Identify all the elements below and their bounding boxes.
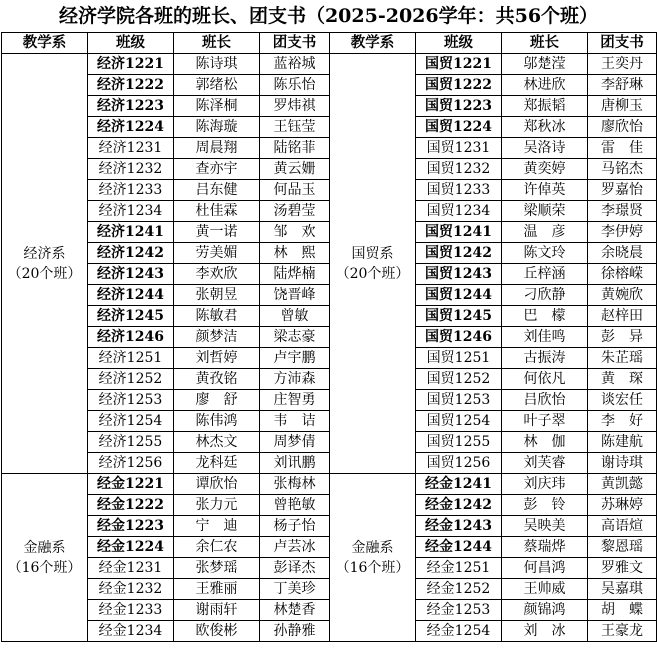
class-cell: 经济1245 — [88, 306, 174, 327]
class-cell: 国贸1256 — [416, 453, 502, 474]
class-cell: 经金1244 — [416, 537, 502, 558]
league-secretary-cell: 余晓晨 — [588, 243, 657, 264]
monitor-cell: 郑振韬 — [502, 96, 588, 117]
department-class-count: （16个班） — [335, 559, 410, 576]
league-secretary-cell: 廖欣怡 — [588, 117, 657, 138]
class-cell: 经金1233 — [88, 600, 174, 621]
league-secretary-cell: 韦 诘 — [260, 411, 330, 432]
league-secretary-cell: 胡 蝶 — [588, 600, 657, 621]
department-name: 经济系 — [23, 245, 66, 262]
monitor-cell: 宁 迪 — [174, 516, 260, 537]
class-cell: 经济1222 — [88, 75, 174, 96]
table-row — [2, 369, 657, 390]
monitor-cell: 温 彦 — [502, 222, 588, 243]
league-secretary-cell: 曾艳敏 — [260, 495, 330, 516]
col-header-class: 班级 — [88, 33, 174, 54]
table-row — [2, 306, 657, 327]
class-cell: 国贸1244 — [416, 285, 502, 306]
league-secretary-cell: 曾敏 — [260, 306, 330, 327]
table-row — [2, 159, 657, 180]
monitor-cell: 张朝昱 — [174, 285, 260, 306]
table-row — [2, 75, 657, 96]
league-secretary-cell: 林 熙 — [260, 243, 330, 264]
monitor-cell: 黄奕婷 — [502, 159, 588, 180]
league-secretary-cell: 方沛森 — [260, 369, 330, 390]
class-cell: 国贸1251 — [416, 348, 502, 369]
league-secretary-cell: 谢诗琪 — [588, 453, 657, 474]
col-header-class: 班级 — [416, 33, 502, 54]
roster-body — [2, 54, 657, 642]
table-row — [2, 243, 657, 264]
col-header-department: 教学系 — [330, 33, 416, 54]
league-secretary-cell: 王豪龙 — [588, 621, 657, 642]
league-secretary-cell: 庄智勇 — [260, 390, 330, 411]
class-cell: 经济1242 — [88, 243, 174, 264]
monitor-cell: 吴洛诗 — [502, 138, 588, 159]
monitor-cell: 刘庆玮 — [502, 474, 588, 495]
col-header-league-secretary: 团支书 — [260, 33, 330, 54]
monitor-cell: 刘 冰 — [502, 621, 588, 642]
league-secretary-cell: 梁志豪 — [260, 327, 330, 348]
league-secretary-cell: 张梅林 — [260, 474, 330, 495]
league-secretary-cell: 孙静雅 — [260, 621, 330, 642]
class-cell: 经济1224 — [88, 117, 174, 138]
league-secretary-cell: 朱芷瑶 — [588, 348, 657, 369]
league-secretary-cell: 黄婉欣 — [588, 285, 657, 306]
table-row — [2, 600, 657, 621]
department-cell — [2, 474, 88, 642]
class-cell: 经济1223 — [88, 96, 174, 117]
league-secretary-cell: 谈宏任 — [588, 390, 657, 411]
class-cell: 国贸1224 — [416, 117, 502, 138]
monitor-cell: 颜梦洁 — [174, 327, 260, 348]
league-secretary-cell: 卢芸冰 — [260, 537, 330, 558]
class-cell: 国贸1223 — [416, 96, 502, 117]
league-secretary-cell: 王奕丹 — [588, 54, 657, 75]
class-cell: 经金1242 — [416, 495, 502, 516]
league-secretary-cell: 饶晋峰 — [260, 285, 330, 306]
league-secretary-cell: 黄 琛 — [588, 369, 657, 390]
table-row — [2, 474, 657, 495]
monitor-cell: 李欢欣 — [174, 264, 260, 285]
class-cell: 经济1243 — [88, 264, 174, 285]
table-row — [2, 432, 657, 453]
league-secretary-cell: 赵梓田 — [588, 306, 657, 327]
league-secretary-cell: 卢宇鹏 — [260, 348, 330, 369]
monitor-cell: 何昌鸿 — [502, 558, 588, 579]
monitor-cell: 颜锦鸿 — [502, 600, 588, 621]
col-header-league-secretary: 团支书 — [588, 33, 657, 54]
class-cell: 经济1254 — [88, 411, 174, 432]
monitor-cell: 陈敏君 — [174, 306, 260, 327]
class-cell: 经济1231 — [88, 138, 174, 159]
monitor-cell: 杜佳霖 — [174, 201, 260, 222]
table-row — [2, 96, 657, 117]
league-secretary-cell: 汤碧莹 — [260, 201, 330, 222]
league-secretary-cell: 唐柳玉 — [588, 96, 657, 117]
monitor-cell: 张力元 — [174, 495, 260, 516]
league-secretary-cell: 李伊婷 — [588, 222, 657, 243]
class-cell: 经金1232 — [88, 579, 174, 600]
league-secretary-cell: 黎恩瑶 — [588, 537, 657, 558]
league-secretary-cell: 周梦倩 — [260, 432, 330, 453]
league-secretary-cell: 马铭杰 — [588, 159, 657, 180]
monitor-cell: 陈诗琪 — [174, 54, 260, 75]
monitor-cell: 查亦宇 — [174, 159, 260, 180]
department-cell — [330, 474, 416, 642]
department-cell — [2, 54, 88, 474]
league-secretary-cell: 林楚香 — [260, 600, 330, 621]
league-secretary-cell: 蓝裕城 — [260, 54, 330, 75]
class-cell: 经金1241 — [416, 474, 502, 495]
monitor-cell: 何依凡 — [502, 369, 588, 390]
league-secretary-cell: 王钰莹 — [260, 117, 330, 138]
league-secretary-cell: 丁美珍 — [260, 579, 330, 600]
class-cell: 国贸1253 — [416, 390, 502, 411]
table-row — [2, 180, 657, 201]
monitor-cell: 陈文玲 — [502, 243, 588, 264]
monitor-cell: 欧俊彬 — [174, 621, 260, 642]
department-class-count: （20个班） — [7, 265, 82, 282]
monitor-cell: 周晨翔 — [174, 138, 260, 159]
monitor-cell: 吕东健 — [174, 180, 260, 201]
monitor-cell: 丘梓涵 — [502, 264, 588, 285]
league-secretary-cell: 吴嘉琪 — [588, 579, 657, 600]
class-cell: 经济1234 — [88, 201, 174, 222]
league-secretary-cell: 罗炜祺 — [260, 96, 330, 117]
class-cell: 经济1244 — [88, 285, 174, 306]
monitor-cell: 林进欣 — [502, 75, 588, 96]
table-row — [2, 579, 657, 600]
table-row — [2, 117, 657, 138]
class-roster-table — [1, 32, 657, 642]
table-row — [2, 516, 657, 537]
table-row — [2, 411, 657, 432]
league-secretary-cell: 何品玉 — [260, 180, 330, 201]
monitor-cell: 陈伟鸿 — [174, 411, 260, 432]
table-row — [2, 390, 657, 411]
class-cell: 经金1251 — [416, 558, 502, 579]
class-cell: 国贸1222 — [416, 75, 502, 96]
league-secretary-cell: 高语煊 — [588, 516, 657, 537]
monitor-cell: 古振涛 — [502, 348, 588, 369]
class-cell: 经济1252 — [88, 369, 174, 390]
department-class-count: （16个班） — [7, 559, 82, 576]
league-secretary-cell: 陈建航 — [588, 432, 657, 453]
table-row — [2, 537, 657, 558]
league-secretary-cell: 李舒琳 — [588, 75, 657, 96]
table-row — [2, 138, 657, 159]
monitor-cell: 王雅丽 — [174, 579, 260, 600]
class-cell: 国贸1233 — [416, 180, 502, 201]
class-cell: 经金1222 — [88, 495, 174, 516]
monitor-cell: 张梦瑶 — [174, 558, 260, 579]
monitor-cell: 廖 舒 — [174, 390, 260, 411]
monitor-cell: 郑秋冰 — [502, 117, 588, 138]
class-cell: 国贸1234 — [416, 201, 502, 222]
class-cell: 经济1241 — [88, 222, 174, 243]
class-cell: 经金1253 — [416, 600, 502, 621]
monitor-cell: 陈海璇 — [174, 117, 260, 138]
class-cell: 经济1251 — [88, 348, 174, 369]
class-cell: 经金1234 — [88, 621, 174, 642]
class-cell: 经金1223 — [88, 516, 174, 537]
class-cell: 经济1221 — [88, 54, 174, 75]
monitor-cell: 黄孜铭 — [174, 369, 260, 390]
department-name: 金融系 — [23, 539, 66, 556]
monitor-cell: 林杰文 — [174, 432, 260, 453]
monitor-cell: 王帅威 — [502, 579, 588, 600]
col-header-monitor: 班长 — [502, 33, 588, 54]
league-secretary-cell: 杨子怡 — [260, 516, 330, 537]
monitor-cell: 谭欣怡 — [174, 474, 260, 495]
class-cell: 经济1232 — [88, 159, 174, 180]
class-cell: 经济1255 — [88, 432, 174, 453]
monitor-cell: 林 伽 — [502, 432, 588, 453]
monitor-cell: 叶子翠 — [502, 411, 588, 432]
department-name: 国贸系 — [351, 245, 394, 262]
col-header-monitor: 班长 — [174, 33, 260, 54]
class-cell: 国贸1231 — [416, 138, 502, 159]
class-cell: 国贸1252 — [416, 369, 502, 390]
monitor-cell: 梁顺荣 — [502, 201, 588, 222]
class-cell: 国贸1243 — [416, 264, 502, 285]
class-cell: 经金1224 — [88, 537, 174, 558]
monitor-cell: 刘芙睿 — [502, 453, 588, 474]
class-cell: 国贸1221 — [416, 54, 502, 75]
monitor-cell: 蔡瑞烨 — [502, 537, 588, 558]
class-cell: 国贸1245 — [416, 306, 502, 327]
col-header-department: 教学系 — [2, 33, 88, 54]
class-cell: 经济1253 — [88, 390, 174, 411]
class-cell: 国贸1246 — [416, 327, 502, 348]
class-cell: 经金1221 — [88, 474, 174, 495]
monitor-cell: 陈泽桐 — [174, 96, 260, 117]
league-secretary-cell: 陆烨楠 — [260, 264, 330, 285]
table-row — [2, 222, 657, 243]
class-cell: 经金1252 — [416, 579, 502, 600]
monitor-cell: 刁欣静 — [502, 285, 588, 306]
department-name: 金融系 — [351, 539, 394, 556]
monitor-cell: 彭 铃 — [502, 495, 588, 516]
class-cell: 国贸1232 — [416, 159, 502, 180]
table-row — [2, 285, 657, 306]
league-secretary-cell: 刘讯鹏 — [260, 453, 330, 474]
monitor-cell: 吕欣怡 — [502, 390, 588, 411]
class-cell: 经金1243 — [416, 516, 502, 537]
league-secretary-cell: 李璟贤 — [588, 201, 657, 222]
monitor-cell: 许倬英 — [502, 180, 588, 201]
class-cell: 经济1233 — [88, 180, 174, 201]
class-cell: 国贸1242 — [416, 243, 502, 264]
class-cell: 国贸1241 — [416, 222, 502, 243]
monitor-cell: 巴 檬 — [502, 306, 588, 327]
league-secretary-cell: 陈乐怡 — [260, 75, 330, 96]
league-secretary-cell: 雷 佳 — [588, 138, 657, 159]
monitor-cell: 龙科廷 — [174, 453, 260, 474]
league-secretary-cell: 黄凯懿 — [588, 474, 657, 495]
department-cell — [330, 54, 416, 474]
table-row — [2, 327, 657, 348]
monitor-cell: 黄一诺 — [174, 222, 260, 243]
league-secretary-cell: 彭译杰 — [260, 558, 330, 579]
monitor-cell: 劳美媚 — [174, 243, 260, 264]
class-cell: 经济1246 — [88, 327, 174, 348]
table-row — [2, 621, 657, 642]
league-secretary-cell: 陆铭菲 — [260, 138, 330, 159]
class-cell: 国贸1255 — [416, 432, 502, 453]
table-row — [2, 201, 657, 222]
class-cell: 经金1254 — [416, 621, 502, 642]
monitor-cell: 郭绪松 — [174, 75, 260, 96]
department-class-count: （20个班） — [335, 265, 410, 282]
table-row — [2, 453, 657, 474]
league-secretary-cell: 徐榕嵘 — [588, 264, 657, 285]
table-row — [2, 54, 657, 75]
monitor-cell: 谢雨轩 — [174, 600, 260, 621]
page-title: 经济学院各班的班长、团支书（2025-2026学年：共56个班） — [58, 5, 599, 27]
league-secretary-cell: 李 好 — [588, 411, 657, 432]
monitor-cell: 刘哲婷 — [174, 348, 260, 369]
league-secretary-cell: 罗雅文 — [588, 558, 657, 579]
class-cell: 经济1256 — [88, 453, 174, 474]
class-cell: 国贸1254 — [416, 411, 502, 432]
table-row — [2, 495, 657, 516]
table-row — [2, 264, 657, 285]
league-secretary-cell: 邹 欢 — [260, 222, 330, 243]
monitor-cell: 余仁农 — [174, 537, 260, 558]
league-secretary-cell: 苏琳婷 — [588, 495, 657, 516]
league-secretary-cell: 彭 异 — [588, 327, 657, 348]
league-secretary-cell: 黄云姗 — [260, 159, 330, 180]
monitor-cell: 邬楚滢 — [502, 54, 588, 75]
league-secretary-cell: 罗嘉怡 — [588, 180, 657, 201]
header-row — [2, 33, 657, 54]
table-row — [2, 558, 657, 579]
class-cell: 经金1231 — [88, 558, 174, 579]
monitor-cell: 刘佳鸣 — [502, 327, 588, 348]
table-row — [2, 348, 657, 369]
monitor-cell: 吴映美 — [502, 516, 588, 537]
